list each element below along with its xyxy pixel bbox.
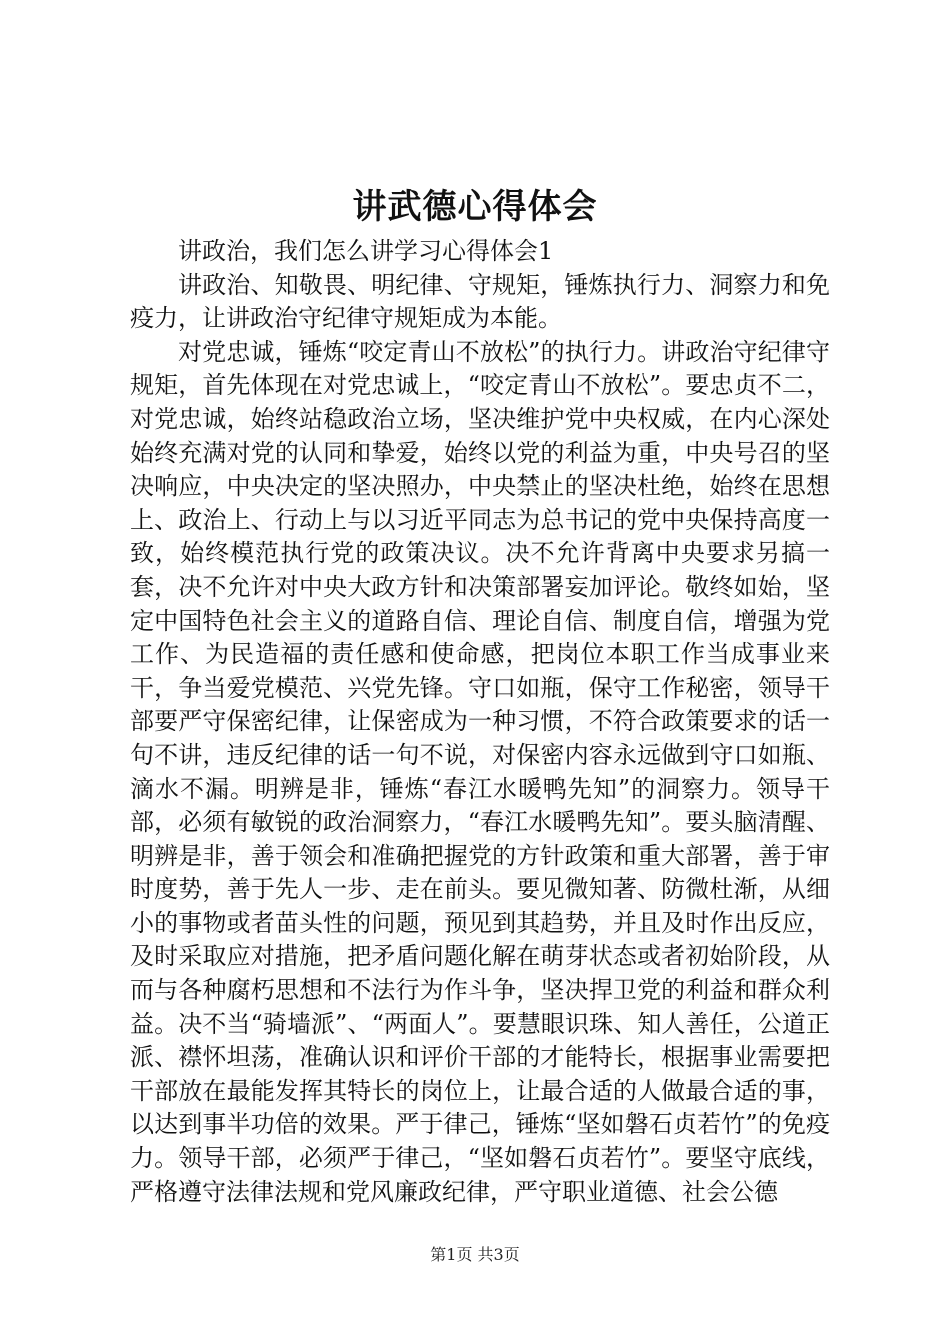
document-title: 讲武德心得体会: [352, 187, 598, 227]
paragraph-subtitle: 讲政治，我们怎么讲学习心得体会1: [178, 237, 554, 265]
paragraph-main: 对党忠诚，锤炼“咬定青山不放松”的执行力。讲政治守纪律守规矩，首先体现在对党忠诚上，“咬定青山不放松”。要忠贞不二，对党忠诚，始终站稳政治立场，坚决维护党中央权威，在内心深处始终充满对党的认同和挚爱，始终以党的利益为重，中央号召的坚决响应，中央决定的坚决照办，中央禁止的坚决杜绝，始终在思想上、政治上、行动上与以习近平同志为总书记的党中央保持高度一致，始终模范执行党的政策决议。决不允许背离中央要求另搞一套，决不允许对中央大政方针和决策部署妄加评论。敬终如始，坚定中国特色社会主义的道路自信、理论自信、制度自信，增强为党工作、为民造福的责任感和使命感，把岗位本职工作当成事业来干，争当爱党模范、兴党先锋。守口如瓶，保守工作秘密，领导干部要严守保密纪律，让保密成为一种习惯，不符合政策要求的话一句不讲，违反纪律的话一句不说，对保密内容永远做到守口如瓶、滴水不漏。明辨是非，锤炼“春江水暖鸭先知”的洞察力。领导干部，必须有敏锐的政治洞察力，“春江水暖鸭先知”。要头脑清醒、明辨是非，善于领会和准确把握党的方针政策和重大部署，善于审时度势，善于先人一步、走在前头。要见微知著、防微杜渐，从细小的事物或者苗头性的问题，预见到其趋势，并且及时作出反应，及时采取应对措施，把矛盾问题化解在萌芽状态或者初始阶段，从而与各种腐朽思想和不法行为作斗争，坚决捍卫党的利益和群众利益。决不当“骑墙派”、“两面人”。要慧眼识珠、知人善任，公道正派、襟怀坦荡，准确认识和评价干部的才能特长，根据事业需要把干部放在最能发挥其特长的岗位上，让最合适的人做最合适的事，以达到事半功倍的效果。严于律己，锤炼“坚如磐石贞若竹”的免疫力。领导干部，必须严于律己，“坚如磐石贞若竹”。要坚守底线，严格遵守法律法规和党风廉政纪律，严守职业道德、社会公德: [130, 337, 830, 1206]
paragraph-intro: 讲政治、知敬畏、明纪律、守规矩，锤炼执行力、洞察力和免疫力，让讲政治守纪律守规矩成为本能。: [130, 270, 830, 333]
page-number-footer: 第1页 共3页: [430, 1245, 520, 1264]
document-body: [130, 235, 830, 1209]
